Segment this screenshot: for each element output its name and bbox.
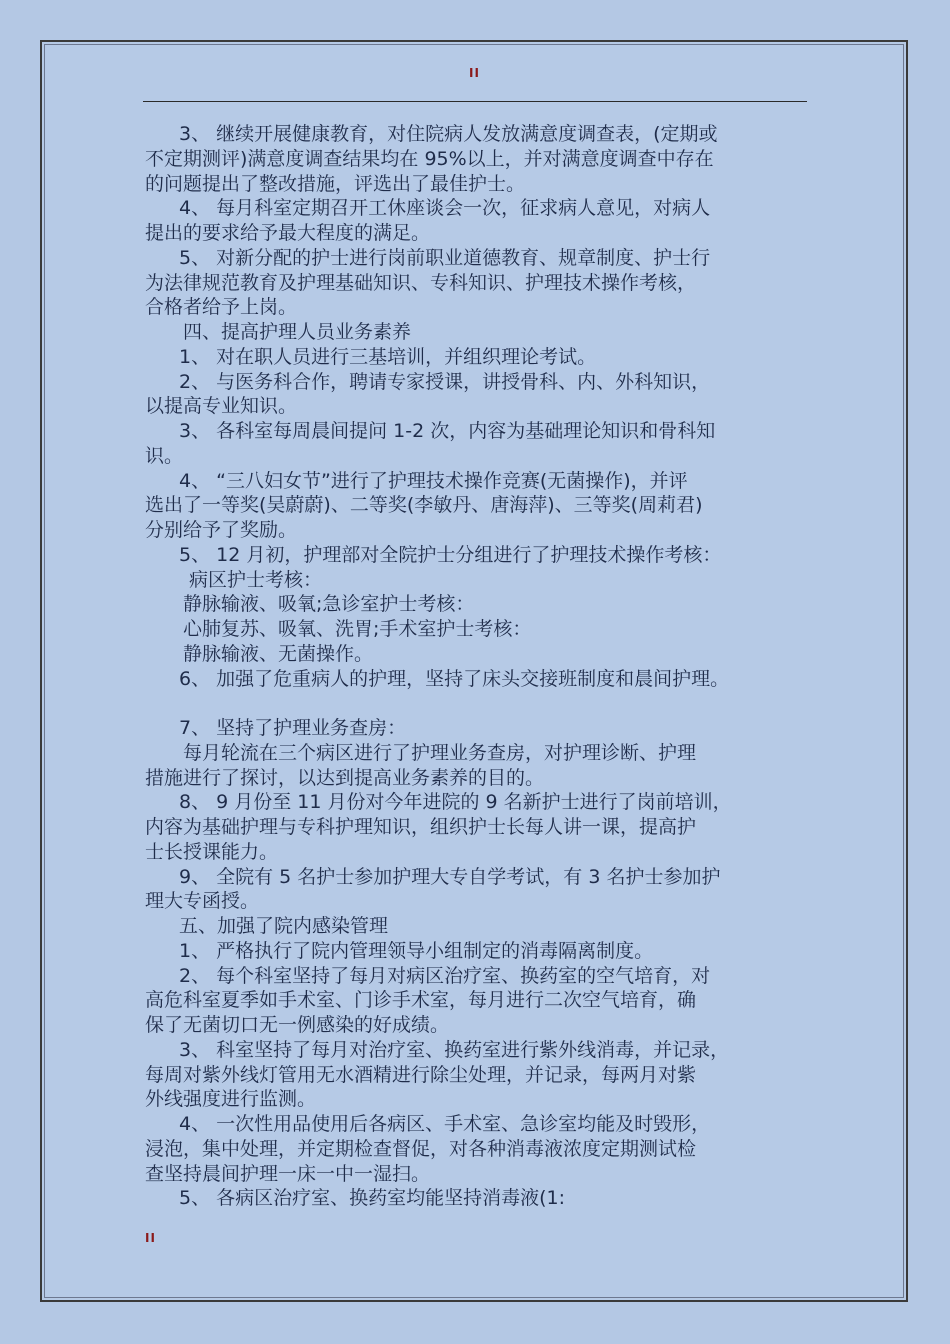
text-line: 合格者给予上岗。 xyxy=(145,296,298,319)
text-line: 5、 12 月初，护理部对全院护士分组进行了护理技术操作考核： xyxy=(179,543,722,566)
text-line: 识。 xyxy=(145,444,184,467)
text-line: 保了无菌切口无一例感染的好成绩。 xyxy=(145,1014,450,1036)
text-line: 浸泡，集中处理，并定期检查督促，对各种消毒液浓度定期测试检 xyxy=(145,1137,697,1160)
document-body xyxy=(145,122,809,1211)
text-line: 4、 每月科室定期召开工休座谈会一次，征求病人意见，对病人 xyxy=(179,197,711,220)
footer-marker: II xyxy=(145,1231,156,1245)
text-line: 每月轮流在三个病区进行了护理业务查房，对护理诊断、护理 xyxy=(183,741,697,764)
text-line: 5、 对新分配的护士进行岗前职业道德教育、规章制度、护士行 xyxy=(179,246,711,269)
text-line: 7、 坚持了护理业务查房： xyxy=(179,717,407,739)
text-line: 1、 严格执行了院内管理领导小组制定的消毒隔离制度。 xyxy=(179,939,654,962)
text-line: 3、 继续开展健康教育，对住院病人发放满意度调查表，(定期或 xyxy=(179,123,718,145)
header-marker: II xyxy=(469,66,480,80)
text-line: 的问题提出了整改措施，评选出了最佳护士。 xyxy=(145,172,526,195)
text-line: 以提高专业知识。 xyxy=(145,395,298,418)
text-line: 8、 9 月份至 11 月份对今年进院的 9 名新护士进行了岗前培训， xyxy=(179,791,732,814)
text-line: 每周对紫外线灯管用无水酒精进行除尘处理，并记录，每两月对紫 xyxy=(145,1063,697,1086)
text-line: 9、 全院有 5 名护士参加护理大专自学考试，有 3 名护士参加护 xyxy=(179,865,721,888)
text-line: 外线强度进行监测。 xyxy=(145,1088,317,1111)
section-heading: 五、加强了院内感染管理 xyxy=(179,915,389,937)
text-line: 3、 各科室每周晨间提问 1-2 次，内容为基础理论知识和骨科知 xyxy=(179,420,716,442)
text-line: 1、 对在职人员进行三基培训，并组织理论考试。 xyxy=(179,345,597,368)
text-line: 措施进行了探讨，以达到提高业务素养的目的。 xyxy=(145,766,545,789)
text-line: 4、 “三八妇女节”进行了护理技术操作竞赛(无菌操作)，并评 xyxy=(179,469,688,492)
text-line: 3、 科室坚持了每月对治疗室、换药室进行紫外线消毒，并记录， xyxy=(179,1038,730,1061)
text-line: 内容为基础护理与专科护理知识，组织护士长每人讲一课，提高护 xyxy=(145,816,697,838)
text-line: 理大专函授。 xyxy=(145,890,260,913)
text-line: 2、 每个科室坚持了每月对病区治疗室、换药室的空气培育，对 xyxy=(179,964,711,987)
text-line: 6、 加强了危重病人的护理，坚持了床头交接班制度和晨间护理。 xyxy=(179,667,730,690)
text-line: 4、 一次性用品使用后各病区、手术室、急诊室均能及时毁形， xyxy=(179,1113,711,1135)
text-line: 不定期测评)满意度调查结果均在 95%以上，并对满意度调查中存在 xyxy=(145,147,714,170)
text-line: 病区护士考核： xyxy=(189,568,323,591)
text-line: 静脉输液、无菌操作。 xyxy=(183,642,374,665)
text-line: 查坚持晨间护理一床一中一湿扫。 xyxy=(145,1162,431,1185)
blank-line xyxy=(145,691,809,716)
text-line: 提出的要求给予最大程度的满足。 xyxy=(145,222,431,244)
header-rule xyxy=(143,101,807,102)
text-line: 2、 与医务科合作，聘请专家授课，讲授骨科、内、外科知识， xyxy=(179,370,711,393)
text-line: 静脉输液、吸氧;急诊室护士考核： xyxy=(183,593,475,616)
text-line: 5、 各病区治疗室、换药室均能坚持消毒液(1: xyxy=(179,1187,566,1210)
text-line: 士长授课能力。 xyxy=(145,840,279,863)
text-line: 高危科室夏季如手术室、门诊手术室，每月进行二次空气培育，确 xyxy=(145,989,697,1012)
text-line: 为法律规范教育及护理基础知识、专科知识、护理技术操作考核， xyxy=(145,271,697,294)
text-line: 心肺复苏、吸氧、洗胃;手术室护士考核： xyxy=(183,618,532,640)
text-line: 分别给予了奖励。 xyxy=(145,519,298,541)
section-heading: 四、提高护理人员业务素养 xyxy=(183,321,412,343)
text-line: 选出了一等奖(吴蔚蔚)、二等奖(李敏丹、唐海萍)、三等奖(周莉君) xyxy=(145,494,703,517)
